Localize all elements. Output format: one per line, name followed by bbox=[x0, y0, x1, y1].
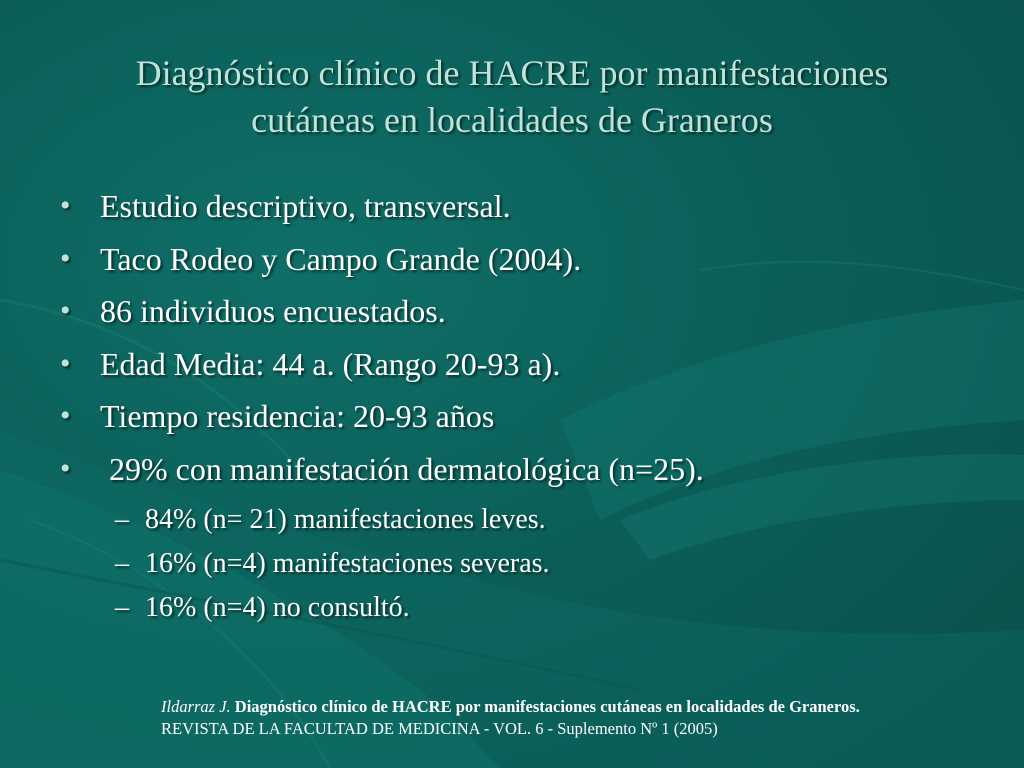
bullet-marker: • bbox=[60, 399, 71, 432]
citation-author: Ildarraz J. bbox=[161, 697, 231, 716]
bullet-marker: • bbox=[60, 241, 71, 275]
sub-bullet-marker: – bbox=[115, 592, 129, 623]
bullet-text: 29% con manifestación dermatológica (n=25). bbox=[109, 450, 704, 487]
bullet-item bbox=[60, 443, 980, 496]
citation-line-1 bbox=[161, 696, 1011, 718]
bullet-text: Estudio descriptivo, transversal. bbox=[100, 188, 511, 224]
bullet-item bbox=[60, 233, 980, 286]
bullet-text: Taco Rodeo y Campo Grande (2004). bbox=[100, 240, 582, 277]
bullet-marker: • bbox=[60, 294, 71, 327]
slide-title-line-2: cutáneas en localidades de Graneros bbox=[251, 100, 773, 140]
bullet-text: 86 individuos encuestados. bbox=[100, 293, 446, 329]
sub-bullet-text: 16% (n=4) manifestaciones severas. bbox=[145, 548, 550, 579]
sub-bullet-text: 16% (n=4) no consultó. bbox=[145, 592, 410, 623]
slide-title-line-1: Diagnóstico clínico de HACRE por manifestaciones bbox=[135, 53, 889, 93]
bullet-list bbox=[60, 180, 980, 495]
sub-bullet-marker: – bbox=[115, 548, 129, 579]
bullet-text: Tiempo residencia: 20-93 años bbox=[100, 398, 495, 434]
bullet-item bbox=[60, 390, 980, 443]
bullet-marker: • bbox=[60, 451, 71, 485]
bullet-text: Edad Media: 44 a. (Rango 20-93 a). bbox=[100, 345, 561, 382]
bullet-marker: • bbox=[60, 346, 71, 380]
citation-journal: REVISTA DE LA FACULTAD DE MEDICINA - VOL. 6 - Suplemento Nº 1 (2005) bbox=[161, 719, 718, 738]
bullet-item bbox=[60, 338, 980, 391]
bullet-marker: • bbox=[60, 189, 71, 222]
sub-bullet-item bbox=[115, 542, 975, 586]
bullet-item bbox=[60, 285, 980, 338]
sub-bullet-item bbox=[115, 498, 975, 542]
citation-reference bbox=[161, 696, 1011, 740]
sub-bullet-item bbox=[115, 586, 975, 630]
sub-bullet-text: 84% (n= 21) manifestaciones leves. bbox=[145, 504, 546, 535]
bullet-item bbox=[60, 180, 980, 233]
slide-title bbox=[40, 50, 984, 144]
citation-title: Diagnóstico clínico de HACRE por manifestaciones cutáneas en localidades de Graneros. bbox=[234, 697, 860, 716]
sub-bullet-list bbox=[115, 498, 975, 630]
sub-bullet-marker: – bbox=[115, 504, 129, 535]
